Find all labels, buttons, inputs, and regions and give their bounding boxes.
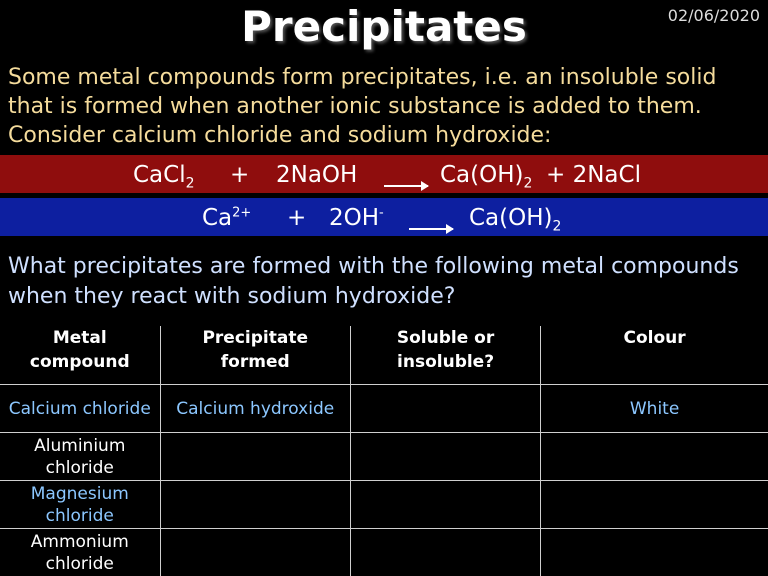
cell-soluble[interactable] <box>350 481 540 529</box>
eq-plus: + <box>230 162 250 188</box>
word-equation-band <box>0 155 768 193</box>
cell-metal: Magnesium chloride <box>0 481 160 529</box>
cell-precipitate[interactable] <box>160 433 350 481</box>
eq-reactant-cacl2: CaCl$_2$ <box>133 162 195 192</box>
cell-colour: White <box>541 385 768 433</box>
table-header-row <box>0 326 768 385</box>
cell-metal: Aluminium chloride <box>0 433 160 481</box>
eq-reactant-naoh: 2NaOH <box>276 162 358 188</box>
arrow-icon <box>405 215 457 241</box>
header-soluble: Soluble or insoluble? <box>350 326 540 385</box>
eq-product-nacl: + 2NaCl <box>546 162 641 188</box>
arrow-icon <box>380 172 432 198</box>
cell-colour[interactable] <box>541 481 768 529</box>
table-row <box>0 529 768 576</box>
cell-soluble[interactable] <box>350 529 540 576</box>
eq-product-caoh2: $Ca(OH)_2$ <box>440 162 533 192</box>
ionic-equation-band <box>0 198 768 236</box>
table-row <box>0 481 768 529</box>
cell-metal: Ammonium chloride <box>0 529 160 576</box>
header-colour: Colour <box>541 326 768 385</box>
cell-colour[interactable] <box>541 529 768 576</box>
header-metal: Metal compound <box>29 328 130 372</box>
eq-ion-ca: $Ca^{2+}$ <box>202 205 252 231</box>
precipitates-table <box>0 326 768 576</box>
slide-date: 02/06/2020 <box>667 6 760 25</box>
cell-precipitate[interactable] <box>160 529 350 576</box>
cell-soluble[interactable] <box>350 433 540 481</box>
eq-ion-product: $Ca(OH)_2$ <box>469 205 562 235</box>
table-row <box>0 385 768 433</box>
cell-colour[interactable] <box>541 433 768 481</box>
cell-soluble[interactable] <box>350 385 540 433</box>
eq-ion-plus: + <box>287 205 307 231</box>
question-text: What precipitates are formed with the following metal compounds when they react with sodium hydroxide? <box>8 254 739 309</box>
cell-precipitate[interactable] <box>160 481 350 529</box>
cell-metal: Calcium chloride <box>0 385 160 433</box>
cell-precipitate: Calcium hydroxide <box>160 385 350 433</box>
header-precipitate: Precipitate formed <box>160 326 350 385</box>
intro-text: Some metal compounds form precipitates, i.e. an insoluble solid that is formed when another ionic substance is added to them. Consider calcium chloride and sodium hydroxide: <box>8 65 717 148</box>
slide-title: Precipitates <box>241 2 527 51</box>
eq-ion-oh: 2OH- <box>329 205 384 231</box>
table-row <box>0 433 768 481</box>
